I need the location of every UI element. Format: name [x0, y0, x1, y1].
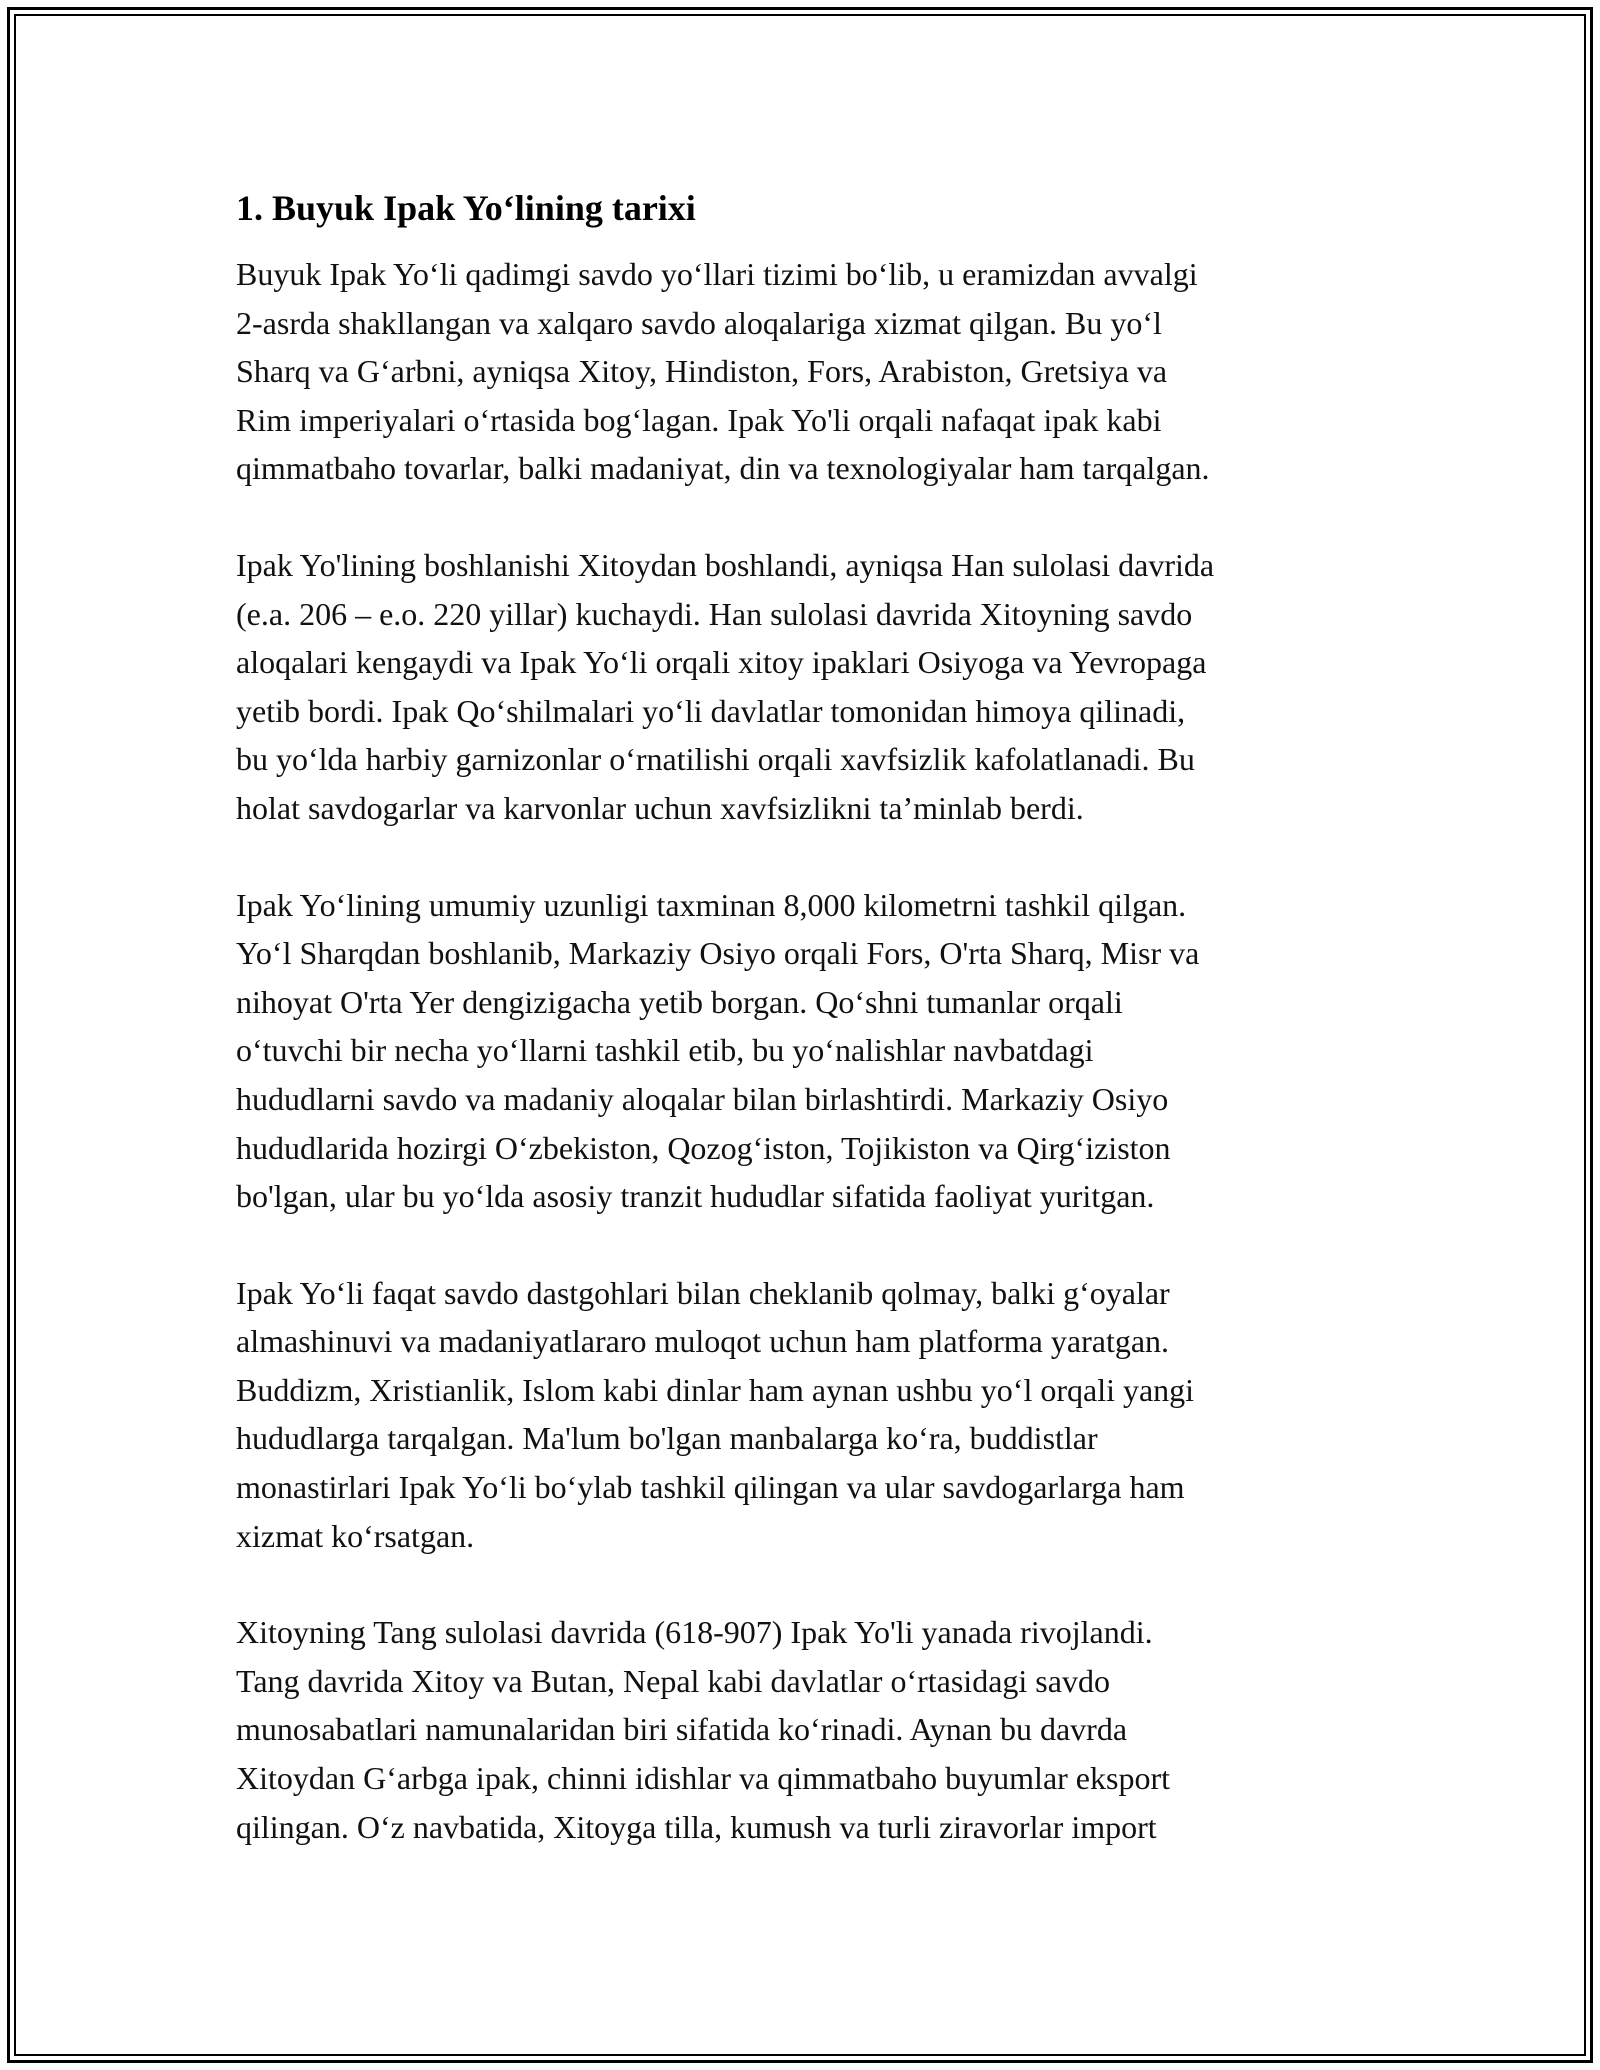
text-line: Ipak Yo'lining boshlanishi Xitoydan boshlandi, ayniqsa Han sulolasi davrida [236, 546, 1215, 583]
text-line: Buyuk Ipak Yo‘li qadimgi savdo yo‘llari tizimi bo‘lib, u eramizdan avvalgi [236, 256, 1198, 292]
text-line: bu yo‘lda harbiy garnizonlar o‘rnatilishi orqali xavfsizlik kafolatlanadi. Bu [236, 741, 1195, 778]
text-line: (e.a. 206 – e.o. 220 yillar) kuchaydi. Han sulolasi davrida Xitoyning savdo [236, 595, 1193, 632]
paragraph-2 [236, 541, 1386, 833]
paragraph-5 [236, 1608, 1386, 1851]
paragraph-1 [236, 250, 1386, 493]
text-line: monastirlari Ipak Yo‘li bo‘ylab tashkil qilingan va ular savdogarlarga ham [236, 1469, 1185, 1506]
text-line: yetib bordi. Ipak Qo‘shilmalari yo‘li davlatlar tomonidan himoya qilinadi, [236, 692, 1186, 729]
text-line: hududlarni savdo va madaniy aloqalar bilan birlashtirdi. Markaziy Osiyo [236, 1080, 1169, 1117]
text-line: Xitoydan G‘arbga ipak, chinni idishlar va qimmatbaho buyumlar eksport [236, 1760, 1170, 1797]
document-body [236, 184, 1386, 1851]
paragraph-4 [236, 1269, 1386, 1561]
text-line: Buddizm, Xristianlik, Islom kabi dinlar ham aynan ushbu yo‘l orqali yangi [236, 1371, 1195, 1408]
text-line: Xitoyning Tang sulolasi davrida (618-907) Ipak Yo'li yanada rivojlandi. [236, 1614, 1153, 1651]
text-line: Rim imperiyalari o‘rtasida bog‘lagan. Ipak Yo'li orqali nafaqat ipak kabi [236, 401, 1162, 438]
text-line: hududlarida hozirgi O‘zbekiston, Qozog‘iston, Tojikiston va Qirg‘iziston [236, 1129, 1171, 1166]
section-heading: 1. Buyuk Ipak Yo‘lining tarixi [236, 188, 696, 228]
text-line: 2-asrda shakllangan va xalqaro savdo aloqalariga xizmat qilgan. Bu yo‘l [236, 304, 1162, 341]
text-line: munosabatlari namunalaridan biri sifatida ko‘rinadi. Aynan bu davrda [236, 1711, 1128, 1748]
text-line: hududlarga tarqalgan. Ma'lum bo'lgan manbalarga ko‘ra, buddistlar [236, 1420, 1098, 1457]
text-line: Yo‘l Sharqdan boshlanib, Markaziy Osiyo orqali Fors, O'rta Sharq, Misr va [236, 935, 1200, 972]
text-line: qimmatbaho tovarlar, balki madaniyat, din va texnologiyalar ham tarqalgan. [236, 450, 1210, 487]
text-line: Tang davrida Xitoy va Butan, Nepal kabi davlatlar o‘rtasidagi savdo [236, 1662, 1110, 1699]
text-line: Ipak Yo‘li faqat savdo dastgohlari bilan cheklanib qolmay, balki g‘oyalar [236, 1274, 1170, 1311]
text-line: Ipak Yo‘lining umumiy uzunligi taxminan 8,000 kilometrni tashkil qilgan. [236, 886, 1187, 923]
text-line: xizmat ko‘rsatgan. [236, 1517, 475, 1554]
text-line: holat savdogarlar va karvonlar uchun xavfsizlikni ta’minlab berdi. [236, 789, 1084, 826]
text-line: almashinuvi va madaniyatlararo muloqot uchun ham platforma yaratgan. [236, 1323, 1170, 1360]
text-line: qilingan. O‘z navbatida, Xitoyga tilla, kumush va turli ziravorlar import [236, 1808, 1157, 1845]
text-line: bo'lgan, ular bu yo‘lda asosiy tranzit hududlar sifatida faoliyat yuritgan. [236, 1178, 1155, 1215]
text-line: Sharq va G‘arbni, ayniqsa Xitoy, Hindiston, Fors, Arabiston, Gretsiya va [236, 353, 1168, 390]
paragraph-3 [236, 881, 1386, 1221]
text-line: nihoyat O'rta Yer dengizigacha yetib borgan. Qo‘shni tumanlar orqali [236, 983, 1123, 1020]
text-line: o‘tuvchi bir necha yo‘llarni tashkil etib, bu yo‘nalishlar navbatdagi [236, 1032, 1094, 1069]
text-line: aloqalari kengaydi va Ipak Yo‘li orqali xitoy ipaklari Osiyoga va Yevropaga [236, 644, 1207, 681]
